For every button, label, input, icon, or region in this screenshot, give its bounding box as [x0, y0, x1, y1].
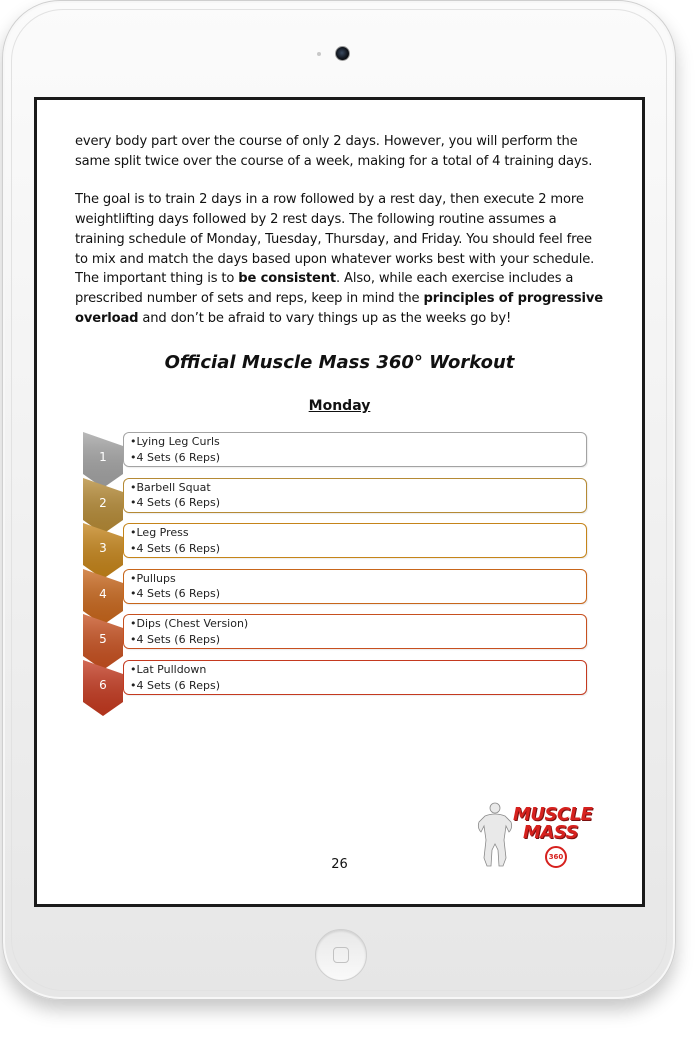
step-number: 4 — [99, 586, 107, 601]
exercise-box — [123, 432, 587, 467]
paragraph-2-text-c: and don’t be afraid to vary things up as the weeks go by! — [138, 310, 512, 326]
light-sensor — [317, 52, 321, 56]
exercise-sets: •4 Sets (6 Reps) — [130, 541, 220, 555]
home-button[interactable] — [315, 929, 367, 981]
step-number: 2 — [99, 495, 107, 510]
step-number: 6 — [99, 678, 107, 692]
exercise-name: •Pullups — [130, 571, 176, 585]
exercise-box — [123, 478, 587, 513]
exercise-sets: •4 Sets (6 Reps) — [130, 450, 220, 464]
exercise-name: •Lat Pulldown — [130, 663, 207, 676]
paragraph-2-text-b: . Also, while each exercise includes a prescribed number of sets and reps, keep in mind the — [75, 271, 574, 306]
logo-badge-360: 360 — [545, 846, 567, 868]
page-number: 26 — [331, 857, 348, 872]
body-text — [75, 132, 605, 328]
paragraph-2-text-a: The goal is to train 2 days in a row followed by a rest day, then execute 2 more weightlifting days followed by 2 rest days. The following routine assumes a training schedule of Monday, Tuesday, Thursday, and Friday. You should feel free to mix and match the days based upon whatever works best with your schedule. The important thing is to — [75, 192, 595, 287]
exercise-name: •Barbell Squat — [130, 480, 211, 494]
logo-word-mass: MASS — [523, 822, 579, 843]
workout-title: Official Muscle Mass 360° Workout — [164, 352, 515, 373]
step-number: 3 — [99, 541, 107, 556]
bold-be-consistent: be consistent — [238, 271, 336, 287]
paragraph-2 — [75, 190, 605, 328]
exercise-sets: •4 Sets (6 Reps) — [130, 678, 220, 692]
step-number: 1 — [99, 450, 107, 464]
paragraph-1: every body part over the course of only 2 days. However, you will perform the same split twice over the course of a week, making for a total of 4 training days. — [75, 134, 593, 169]
camera-icon — [335, 46, 350, 61]
document-page[interactable] — [34, 97, 645, 907]
exercise-sets: •4 Sets (6 Reps) — [130, 587, 220, 601]
exercise-sets: •4 Sets (6 Reps) — [130, 496, 220, 510]
day-heading: Monday — [308, 398, 371, 414]
exercise-step — [83, 660, 593, 718]
exercise-sets: •4 Sets (6 Reps) — [130, 632, 220, 646]
exercise-box — [123, 660, 587, 695]
logo-word-muscle: MUSCLE — [513, 804, 593, 825]
exercise-name: •Leg Press — [130, 526, 189, 540]
exercise-box — [123, 523, 587, 558]
home-square-icon — [333, 947, 349, 963]
exercise-name: •Dips (Chest Version) — [130, 617, 249, 631]
bold-progressive-overload: principles of progressive overload — [75, 290, 603, 326]
step-number: 5 — [99, 632, 107, 647]
exercise-box — [123, 614, 587, 649]
exercise-box — [123, 569, 587, 604]
exercise-name: •Lying Leg Curls — [130, 435, 220, 448]
